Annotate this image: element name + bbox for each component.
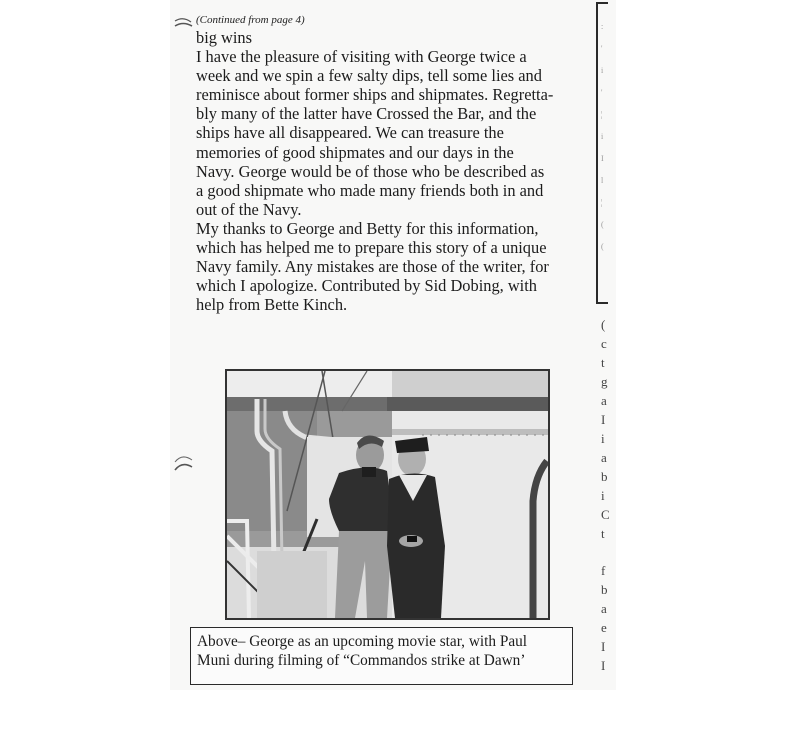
clipped-text-fragment: ( xyxy=(601,242,604,251)
clipped-text-fragment: i xyxy=(601,431,605,446)
clipped-text-fragment: C xyxy=(601,507,610,522)
article-line: week and we spin a few salty dips, tell some lies and xyxy=(196,66,542,86)
article-line: reminisce about former ships and shipmates. Regretta- xyxy=(196,85,554,105)
clipped-text-fragment: f xyxy=(601,563,606,578)
article-line: Navy family. Any mistakes are those of the writer, for xyxy=(196,257,549,277)
article-line: ships have all disappeared. We can treasure the xyxy=(196,123,504,143)
clipped-text-fragment: t xyxy=(601,355,605,370)
article-line: which I apologize. Contributed by Sid Dobing, with xyxy=(196,276,537,296)
article-body xyxy=(196,28,576,314)
photo-caption xyxy=(190,627,573,685)
clipped-text-fragment: ( xyxy=(601,317,606,332)
clipped-text-fragment: a xyxy=(601,393,607,408)
caption-line: Above– George as an upcoming movie star, with Paul xyxy=(197,633,528,650)
clipped-text-fragment: ' xyxy=(601,44,603,53)
clipped-text-fragment: I xyxy=(601,412,606,427)
article-line: bly many of the latter have Crossed the Bar, and the xyxy=(196,104,537,124)
clipped-text-fragment: e xyxy=(601,620,607,635)
photo-illustration xyxy=(227,371,548,618)
fold-mark-icon xyxy=(172,452,198,474)
photo-two-sailors xyxy=(225,369,550,620)
article-line: out of the Navy. xyxy=(196,199,302,219)
continued-from-note: (Continued from page 4) xyxy=(196,14,305,26)
clipped-text-fragment: t xyxy=(601,526,605,541)
clipped-text-fragment: c xyxy=(601,336,607,351)
clipped-text-fragment: ¦ xyxy=(601,198,603,207)
clipped-text-fragment: l xyxy=(601,176,604,185)
clipped-text-fragment: a xyxy=(601,601,607,616)
article-line: a good shipmate who made many friends both in and xyxy=(196,180,544,200)
clipped-text-fragment: ¦ xyxy=(601,110,603,119)
clipped-text-fragment: i xyxy=(601,66,604,75)
clipped-text-fragment: I xyxy=(601,154,604,163)
clipped-text-fragment: i xyxy=(601,488,605,503)
caption-line: Muni during filming of “Commandos strike at Dawn’ xyxy=(197,652,526,669)
article-line: big wins xyxy=(196,28,253,47)
clipped-text-fragment: g xyxy=(601,374,608,389)
article-line: My thanks to George and Betty for this information, xyxy=(196,218,539,238)
article-line: Navy. George would be of those who be described as xyxy=(196,161,545,181)
fold-mark-icon xyxy=(173,16,195,30)
clipped-text-fragment: ( xyxy=(601,220,604,229)
clipped-text-fragment: I xyxy=(601,658,606,673)
clipped-text-fragment: ' xyxy=(601,88,603,97)
clipped-text-fragment: b xyxy=(601,469,608,484)
clipped-text-fragment: a xyxy=(601,450,607,465)
article-line: I have the pleasure of visiting with George twice a xyxy=(196,47,527,67)
article-line: help from Bette Kinch. xyxy=(196,295,348,315)
clipped-text-fragment: b xyxy=(601,582,608,597)
article-line: memories of good shipmates and our days in the xyxy=(196,142,514,162)
clipped-text-fragment: I xyxy=(601,639,606,654)
clipped-text-fragment: : xyxy=(601,22,604,31)
article-line: which has helped me to prepare this story of a unique xyxy=(196,238,547,258)
clipped-text-fragment: i xyxy=(601,132,604,141)
